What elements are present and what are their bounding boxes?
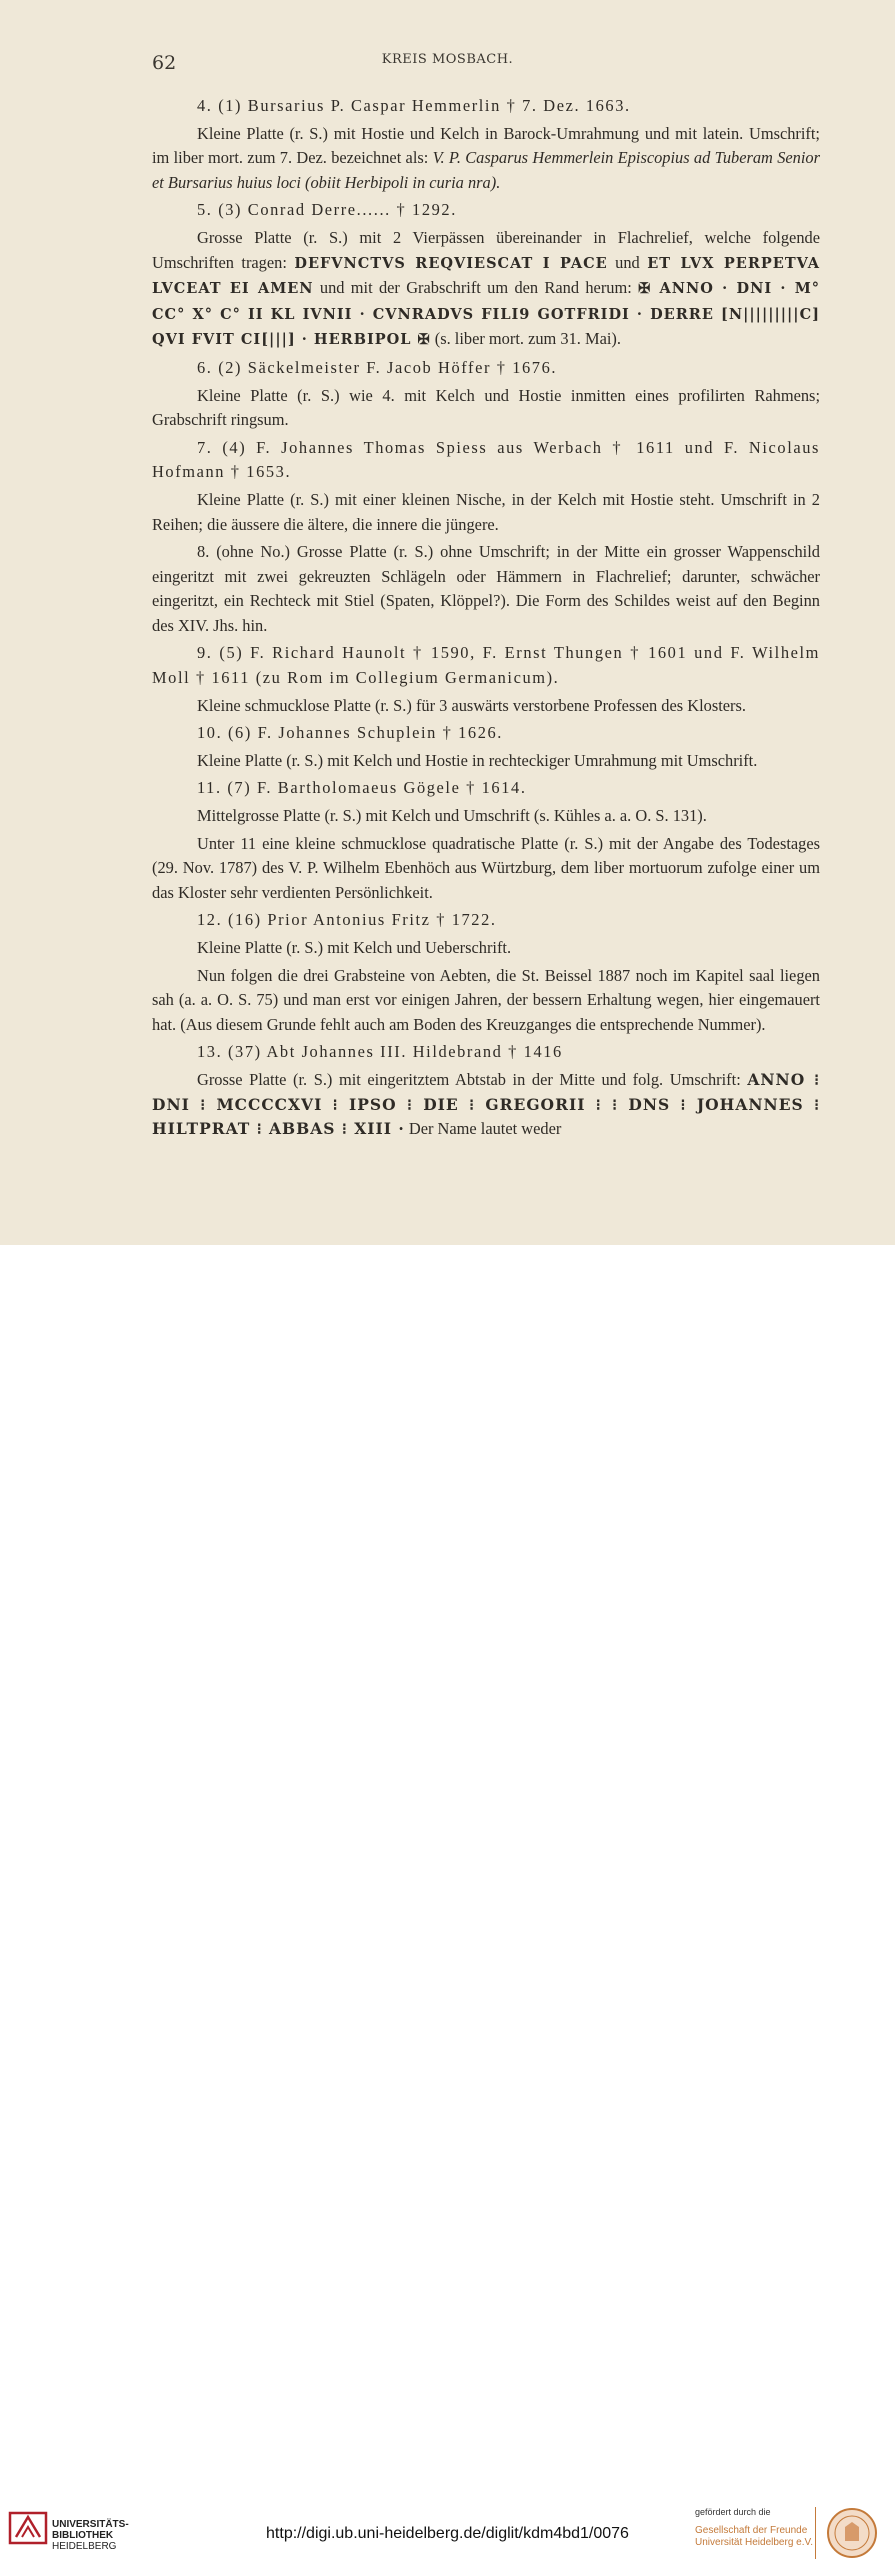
entry-5-text: Grosse Platte (r. S.) mit 2 Vierpässen übereinander in Flachrelief, welche folgende Umschriften tragen: DEFVNCTVS REQVIESCAT I PACE und ET LVX PERPETVA LVCEAT EI AMEN und mit der Grabschrift um den Rand herum: ✠ ANNO · DNI · M° CC° X° C° II KL IVNII · CVNRADVS FILI9 GOTFRIDI · DERRE [N|||||||||C] QVI FVIT CI[|||] · HERBIPOL ✠ (s. liber mort. zum 31. Mai). — [152, 227, 820, 349]
entry-10-text: Kleine Platte (r. S.) mit Kelch und Hostie in rechteckiger Umrahmung mit Umschrift. — [197, 750, 758, 770]
entry-4-heading: 4. (1) Bursarius P. Caspar Hemmerlin † 7. Dez. 1663. — [197, 96, 631, 115]
running-head: KREIS MOSBACH. — [381, 52, 514, 67]
entry-12-note: Nun folgen die drei Grabsteine von Aebten, die St. Beissel 1887 noch im Kapitel saal liegen sah (a. a. O. S. 75) und man erst vor einigen Jahren, der bessern Erhaltung wegen, hier eingemauert hat. (Aus diesem Grunde fehlt auch am Boden des Kreuzganges die entsprechende Nummer). — [152, 965, 820, 1034]
entry-5-heading: 5. (3) Conrad Derre...... † 1292. — [197, 200, 457, 220]
entry-4-text: Kleine Platte (r. S.) mit Hostie und Kelch in Barock-Umrahmung und mit latein. Umschrift; im liber mort. zum 7. Dez. bezeichnet als: V. P. Casparus Hemmerlein Episcopius ad Tuberam Senior et Bursarius huius loci (obiit Herbipoli in curia nra). — [152, 123, 820, 192]
entry-9-text: Kleine schmucklose Platte (r. S.) für 3 auswärts verstorbene Professen des Klosters. — [197, 695, 746, 715]
sponsor-name: Gesellschaft der Freunde Universität Heidelberg e.V. — [695, 2525, 814, 2548]
entry-11-note: Unter 11 eine kleine schmucklose quadratische Platte (r. S.) mit der Angabe des Todestages (29. Nov. 1787) des V. P. Wilhelm Ebenhöch aus Würtzburg, dem liber mortuorum zufolge einer um das Kloster sehr verdienten Persönlichkeit. — [152, 833, 820, 902]
entry-7-text: Kleine Platte (r. S.) mit einer kleinen Nische, in der Kelch mit Hostie steht. Umschrift in 2 Reihen; die äussere die ältere, die innere die jüngere. — [152, 489, 820, 534]
entry-7-heading: 7. (4) F. Johannes Thomas Spiess aus Werbach † 1611 und F. Nicolaus Hofmann † 1653. — [152, 437, 820, 482]
page-body — [152, 94, 820, 1145]
permalink-url[interactable]: http://digi.ub.uni-heidelberg.de/diglit/kdm4bd1/0076 — [266, 2525, 629, 2542]
page-number: 62 — [152, 52, 177, 74]
sponsor-label: gefördert durch die — [695, 2507, 771, 2517]
entry-12-text: Kleine Platte (r. S.) mit Kelch und Ueberschrift. — [197, 938, 512, 957]
entry-12-heading: 12. (16) Prior Antonius Fritz † 1722. — [197, 910, 497, 930]
entry-9-heading: 9. (5) F. Richard Haunolt † 1590, F. Ernst Thungen † 1601 und F. Wilhelm Moll † 1611 (zu Rom im Collegium Germanicum). — [152, 643, 820, 688]
inscription-1: DEFVNCTVS REQVIESCAT I PACE — [294, 254, 608, 272]
entry-11-text: Mittelgrosse Platte (r. S.) mit Kelch und Umschrift (s. Kühles a. a. O. S. 131). — [197, 806, 707, 826]
entry-11-heading: 11. (7) F. Bartholomaeus Gögele † 1614. — [197, 778, 527, 798]
entry-10-heading: 10. (6) F. Johannes Schuplein † 1626. — [197, 723, 504, 743]
university-seal-icon — [826, 2507, 878, 2559]
inscription-13: ANNO ⁝ DNI ⁝ MCCCCXVI ⁝ IPSO ⁝ DIE ⁝ GREGORII ⁝ ⁝ DNS ⁝ JOHANNES ⁝ HILTPRAT ⁝ ABBAS ⁝ XIII · — [152, 1069, 820, 1139]
digitization-footer — [0, 1245, 895, 2552]
inscription-3: ✠ ANNO · DNI · M° CC° X° C° II KL IVNII · CVNRADVS FILI9 GOTFRIDI · DERRE [N|||||||||C] QVI FVIT CI[|||] · HERBIPOL ✠ — [152, 280, 820, 349]
inscription-2: ET LVX PERPETVA LVCEAT EI AMEN — [152, 254, 820, 298]
divider — [815, 2507, 816, 2559]
entry-4-latin: V. P. Casparus Hemmerlein Episcopius ad Tuberam Senior et Bursarius huius loci (obiit Herbipoli in curia nra). — [152, 148, 820, 192]
library-name: UNIVERSITÄTS- BIBLIOTHEK HEIDELBERG — [52, 2519, 129, 2552]
entry-13-heading: 13. (37) Abt Johannes III. Hildebrand † 1416 — [197, 1042, 563, 1062]
scanned-page — [0, 0, 895, 1245]
entry-13-text: Grosse Platte (r. S.) mit eingeritztem Abtstab in der Mitte und folg. Umschrift: ANNO ⁝ DNI ⁝ MCCCCXVI ⁝ IPSO ⁝ DIE ⁝ GREGORII ⁝ ⁝ DNS ⁝ JOHANNES ⁝ HILTPRAT ⁝ ABBAS ⁝ XIII · Der Name lautet weder — [152, 1069, 820, 1139]
entry-6-text: Kleine Platte (r. S.) wie 4. mit Kelch und Hostie inmitten eines profilirten Rahmens; Grabschrift ringsum. — [152, 385, 820, 430]
entry-6-heading: 6. (2) Säckelmeister F. Jacob Höffer † 1676. — [197, 357, 558, 377]
entry-8-text: 8. (ohne No.) Grosse Platte (r. S.) ohne Umschrift; in der Mitte ein grosser Wappenschild eingeritzt mit zwei gekreuzten Schlägeln oder Hämmern in Flachrelief; darunter, schwächer eingeritzt, ein Rechteck mit Stiel (Spaten, Klöppel?). Die Form des Schildes weist auf den Beginn des XIV. Jhs. hin. — [152, 542, 820, 635]
